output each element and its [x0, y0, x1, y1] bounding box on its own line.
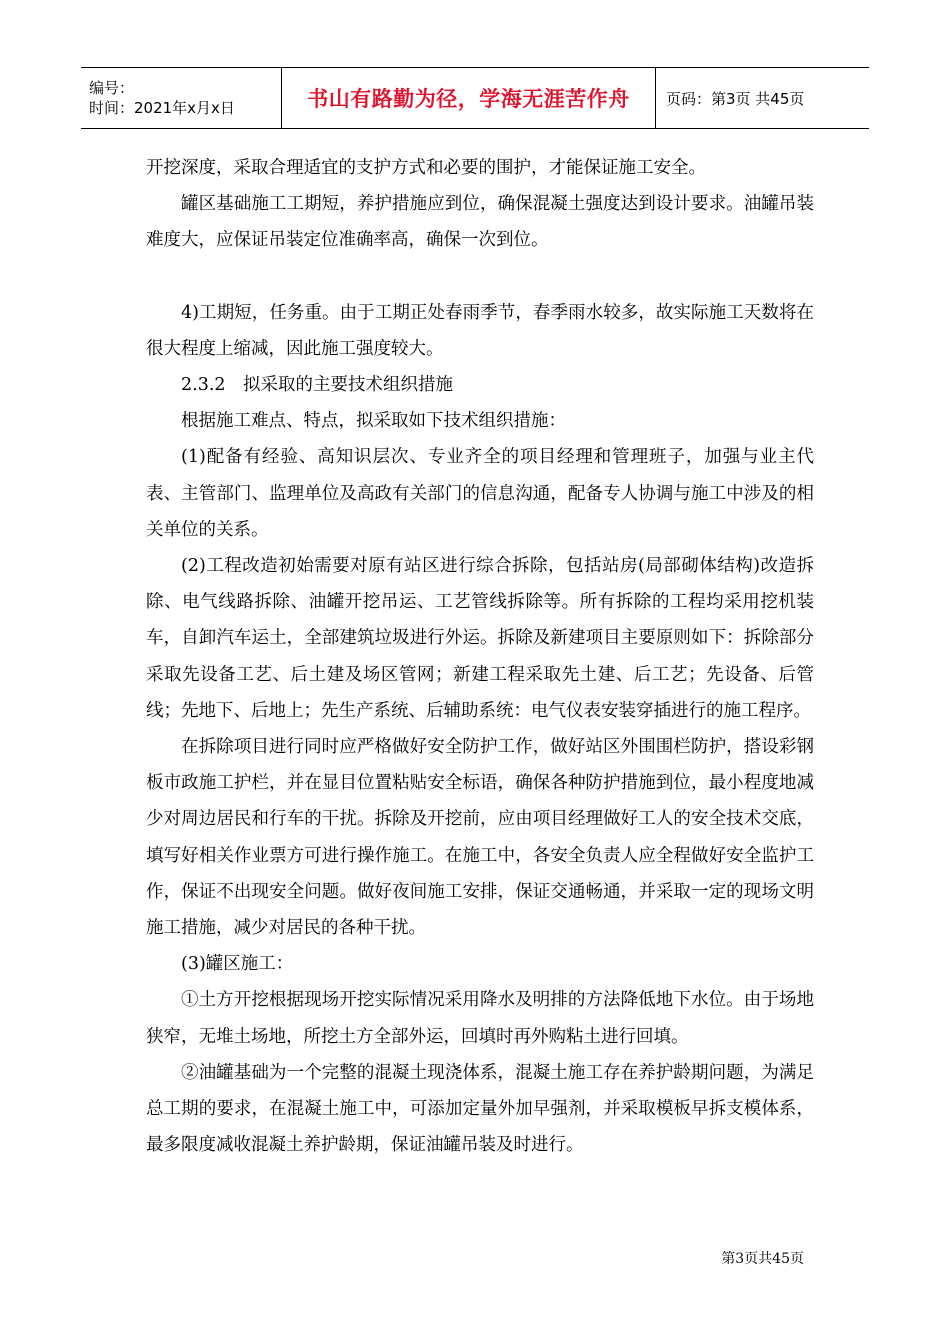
- paragraph: (3)罐区施工：: [181, 954, 294, 975]
- document-date: 时间：2021年x月x日: [89, 99, 235, 117]
- document-number-label: 编号：: [89, 79, 135, 97]
- page-footer-number: 第3页共45页: [721, 1251, 804, 1267]
- header-page-info: 页码：第3页 共45页: [666, 89, 805, 108]
- paragraph: 在拆除项目进行同时应严格做好安全防护工作，做好站区外围围栏防护，搭设彩钢板市政施工护栏，并在显目位置粘贴安全标语，确保各种防护措施到位，最小程度地减少对周边居民和行车的干扰。拆除及开挖前，应由项目经理做好工人的安全技术交底，填写好相关作业票方可进行操作施工。在施工中，各安全负责人应全程做好安全监护工作，保证不出现安全问题。做好夜间施工安排，保证交通畅通，并采取一定的现场文明施工措施，减少对居民的各种干扰。: [146, 737, 814, 939]
- paragraph: ②油罐基础为一个完整的混凝土现浇体系，混凝土施工存在养护龄期问题，为满足总工期的要求，在混凝土施工中，可添加定量外加早强剂，并采取模板早拆支模体系，最多限度减收混凝土养护龄期，保证油罐吊装及时进行。: [146, 1062, 814, 1156]
- paragraph: 罐区基础施工工期短，养护措施应到位，确保混凝土强度达到设计要求。油罐吊装难度大，应保证吊装定位准确率高，确保一次到位。: [146, 194, 814, 251]
- header-motto: 书山有路勤为径，学海无涯苦作舟: [282, 68, 656, 128]
- paragraph: ①土方开挖根据现场开挖实际情况采用降水及明排的方法降低地下水位。由于场地狭窄，无堆土场地，所挖土方全部外运，回填时再外购粘土进行回填。: [146, 990, 814, 1047]
- document-body: [146, 150, 814, 1163]
- paragraph: (1)配备有经验、高知识层次、专业齐全的项目经理和管理班子，加强与业主代表、主管部门、监理单位及高政有关部门的信息沟通，配备专人协调与施工中涉及的相关单位的关系。: [146, 447, 814, 540]
- paragraph: 根据施工难点、特点，拟采取如下技术组织措施：: [181, 411, 566, 432]
- section-heading: 2.3.2 拟采取的主要技术组织措施: [181, 375, 454, 396]
- paragraph: 开挖深度，采取合理适宜的支护方式和必要的围护，才能保证施工安全。: [146, 158, 706, 178]
- paragraph-gap: [146, 259, 814, 295]
- paragraph: (2)工程改造初始需要对原有站区进行综合拆除，包括站房(局部砌体结构)改造拆除、电气线路拆除、油罐开挖吊运、工艺管线拆除等。所有拆除的工程均采用挖机装车，自卸汽车运土，全部建筑垃圾进行外运。拆除及新建项目主要原则如下：拆除部分采取先设备工艺、后土建及场区管网；新建工程采取先土建、后工艺；先设备、后管线；先地下、后地上；先生产系统、后辅助系统：电气仪表安装穿插进行的施工程序。: [146, 556, 814, 721]
- page-header: [81, 67, 869, 129]
- header-meta: [81, 68, 282, 128]
- paragraph: 4)工期短，任务重。由于工期正处春雨季节，春季雨水较多，故实际施工天数将在很大程度上缩减，因此施工强度较大。: [146, 302, 814, 359]
